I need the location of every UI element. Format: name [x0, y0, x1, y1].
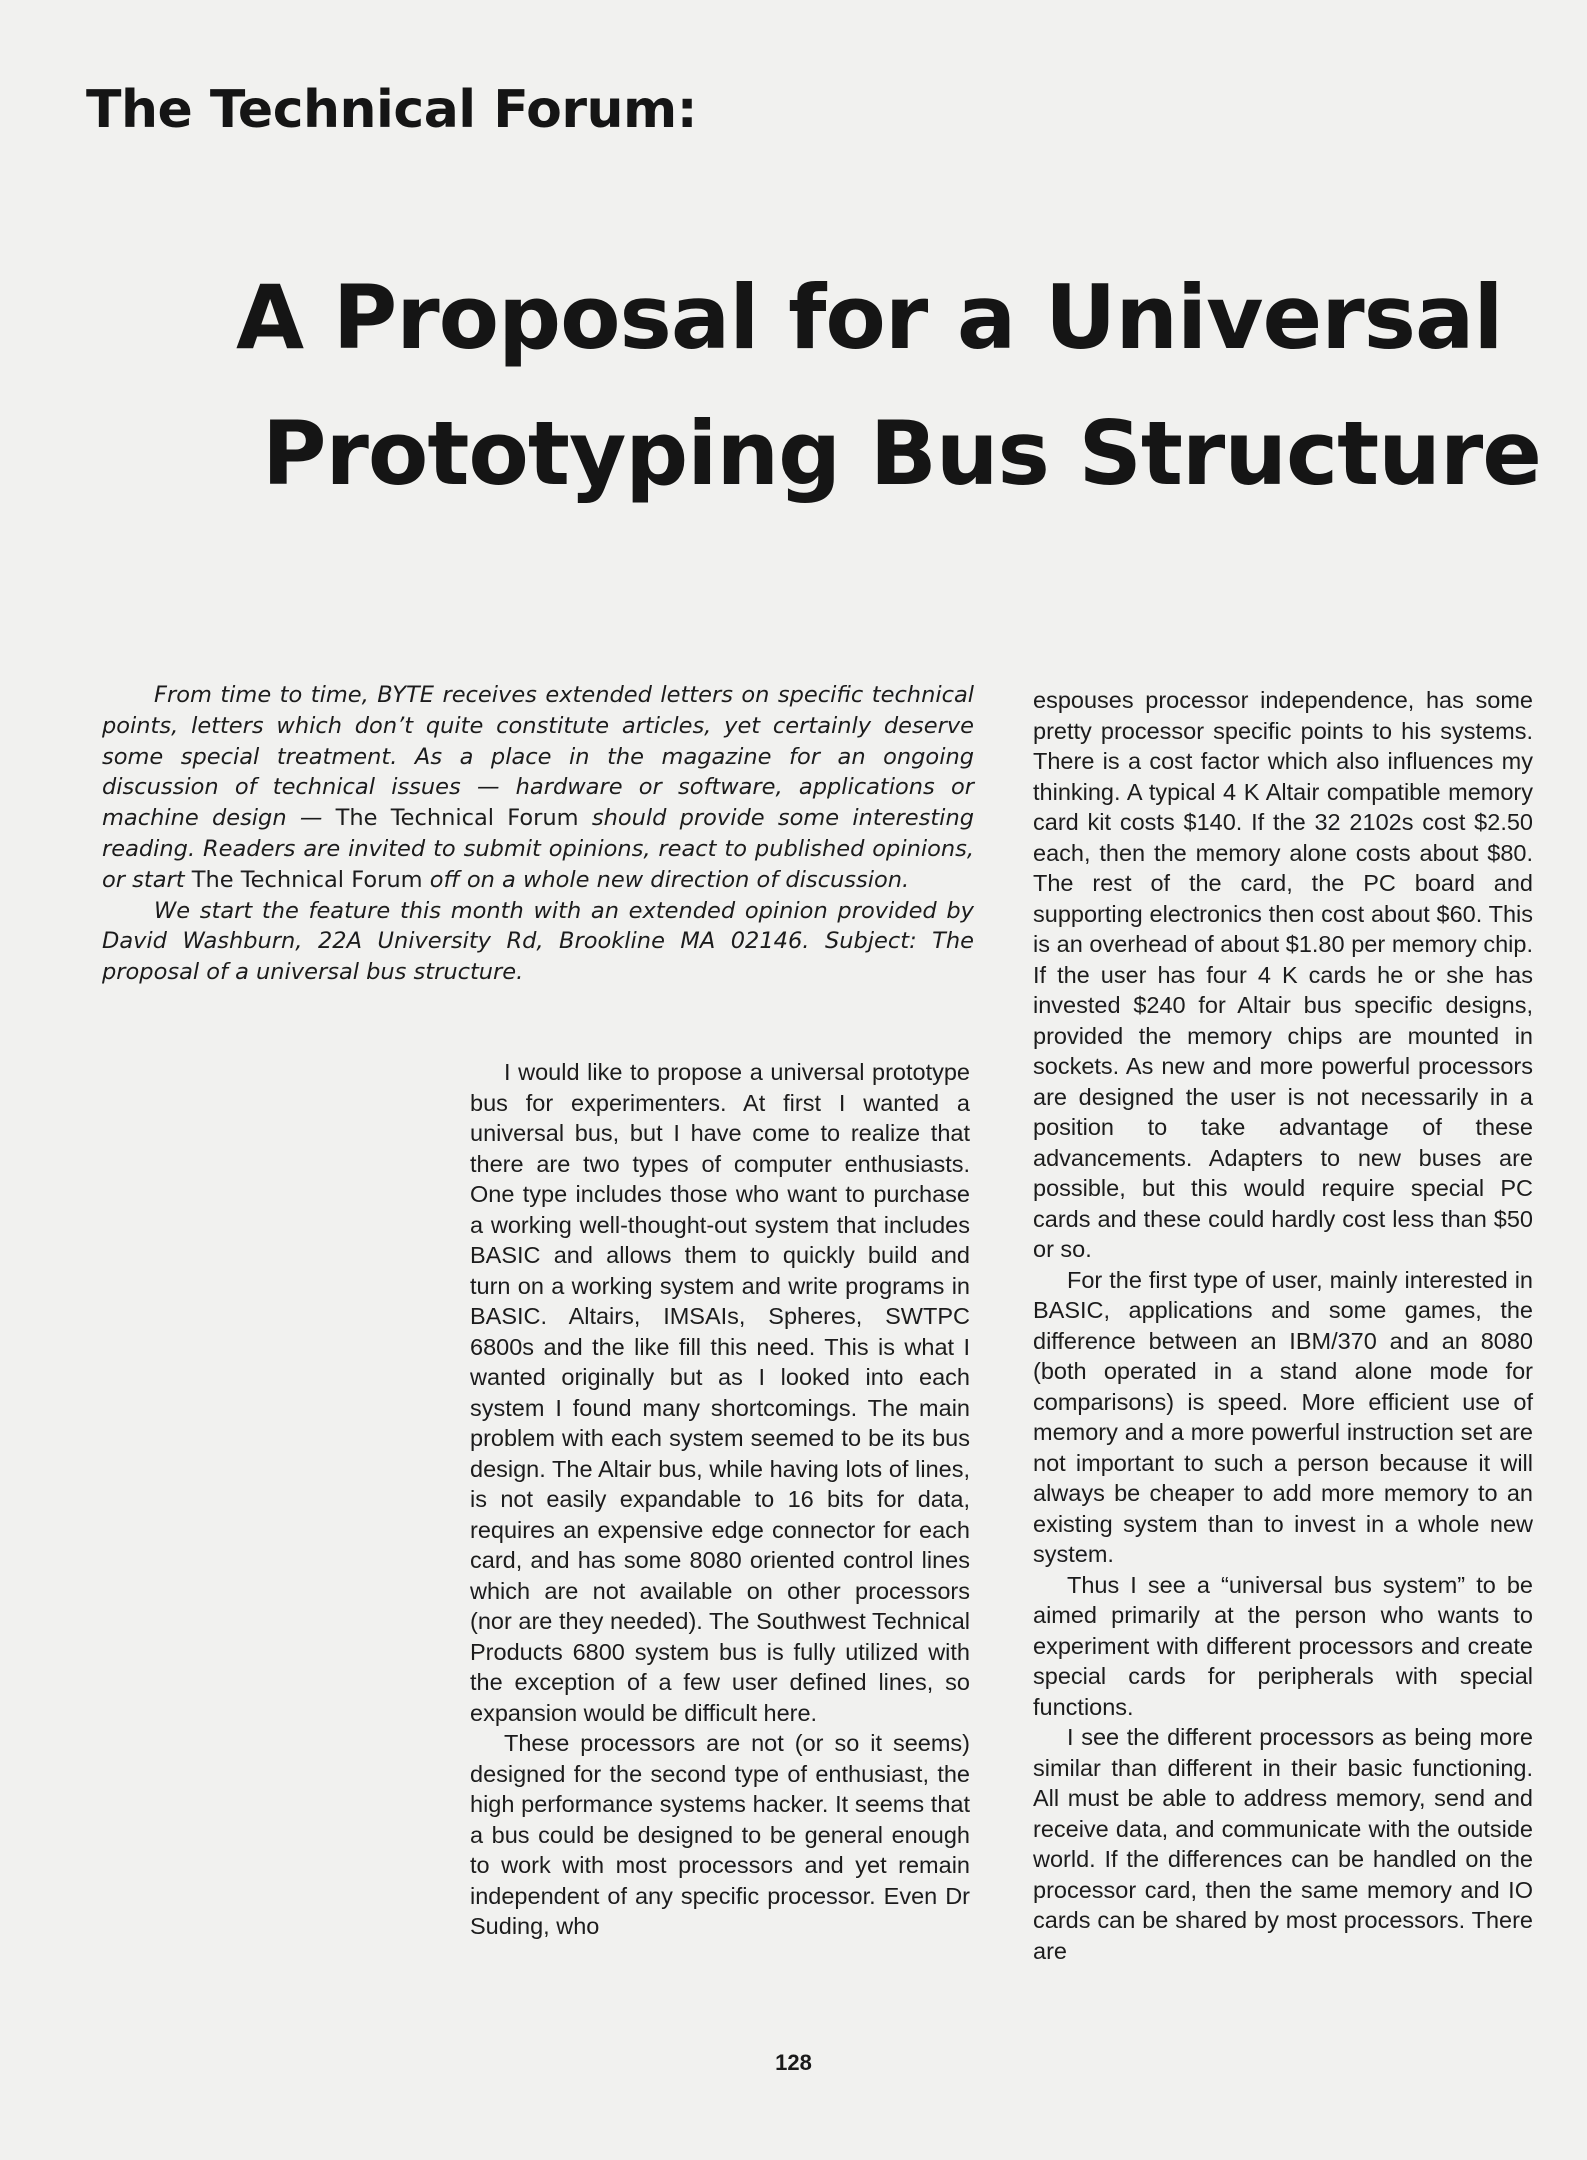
body-column-middle [470, 1057, 970, 1942]
body-paragraph-2: These processors are not (or so it seems) designed for the second type of enthusiast, the high performance systems hacker. It seems that a bus could be designed to be general enough to work with most processors and yet remain independent of any specific processor. Even Dr Suding, who [470, 1730, 970, 1939]
intro-text-b: should provide some interesting reading. Readers are invited to submit opinions, react to published opinions, or start [102, 805, 974, 893]
article-title [0, 250, 1587, 522]
editor-intro [102, 680, 974, 988]
forum-name: The Technical Forum [191, 866, 423, 893]
body-column-right [1033, 685, 1533, 1966]
page-number: 128 [775, 2050, 812, 2075]
intro-paragraph-2: We start the feature this month with an extended opinion provided by David Washburn, 22A University Rd, Brookline MA 02146. Subject: The proposal of a universal bus structure. [102, 897, 974, 986]
forum-name: The Technical Forum [335, 805, 579, 832]
article-title-line-1: A Proposal for a Universal [236, 266, 1503, 369]
article-title-line-2: Prototyping Bus Structure [262, 402, 1541, 505]
section-kicker: The Technical Forum: [86, 80, 698, 140]
intro-text-a: From time to time, BYTE receives extended letters on specific technical points, letters which don’t quite constitute articles, yet certainly deserve some special treatment. As a place in the magazine for an ongoing discussion of technical issues — hardware or software, applications or machine design — [102, 682, 974, 832]
body-paragraph-4: Thus I see a “universal bus system” to be aimed primarily at the person who wants to experiment with different processors and create special cards for peripherals with special functions. [1033, 1571, 1533, 1720]
body-paragraph-1: I would like to propose a universal prototype bus for experimenters. At first I wanted a universal bus, but I have come to realize that there are two types of computer enthusiasts. One type includes those who want to purchase a working well-thought-out system that includes BASIC and allows them to quickly build and turn on a working system and write programs in BASIC. Altairs, IMSAIs, Spheres, SWTPC 6800s and the like fill this need. This is what I wanted originally but as I looked into each system I found many shortcomings. The main problem with each system seemed to be its bus design. The Altair bus, while having lots of lines, is not easily expandable to 16 bits for data, requires an expensive edge connector for each card, and has some 8080 oriented control lines which are not available on other processors (nor are they needed). The Southwest Technical Products 6800 system bus is fully utilized with the exception of a few user defined lines, so expansion would be difficult here. [470, 1059, 970, 1726]
body-paragraph-3: For the first type of user, mainly interested in BASIC, applications and some games, the difference between an IBM/370 and an 8080 (both operated in a stand alone mode for comparisons) is speed. More efficient use of memory and a more powerful instruction set are not important to such a person because it will always be cheaper to add more memory to an existing system than to invest in a whole new system. [1033, 1266, 1533, 1567]
body-paragraph-5: I see the different processors as being more similar than different in their basic functioning. All must be able to address memory, send and receive data, and communicate with the outside world. If the differences can be handled on the processor card, then the same memory and IO cards can be shared by most processors. There are [1033, 1724, 1533, 1964]
intro-paragraph-1 [102, 680, 974, 896]
intro-text-c: off on a whole new direction of discussion. [429, 866, 910, 893]
body-paragraph-2-continued: espouses processor independence, has some pretty processor specific points to his systems. There is a cost factor which also influences my thinking. A typical 4 K Altair compatible memory card kit costs $140. If the 32 2102s cost $2.50 each, then the memory alone costs about $80. The rest of the card, the PC board and supporting electronics then cost about $60. This is an overhead of about $1.80 per memory chip. If the user has four 4 K cards he or she has invested $240 for Altair bus specific designs, provided the memory chips are mounted in sockets. As new and more powerful processors are designed the user is not necessarily in a position to take advantage of these advancements. Adapters to new buses are possible, but this would require special PC cards and these could hardly cost less than $50 or so. [1033, 687, 1533, 1262]
